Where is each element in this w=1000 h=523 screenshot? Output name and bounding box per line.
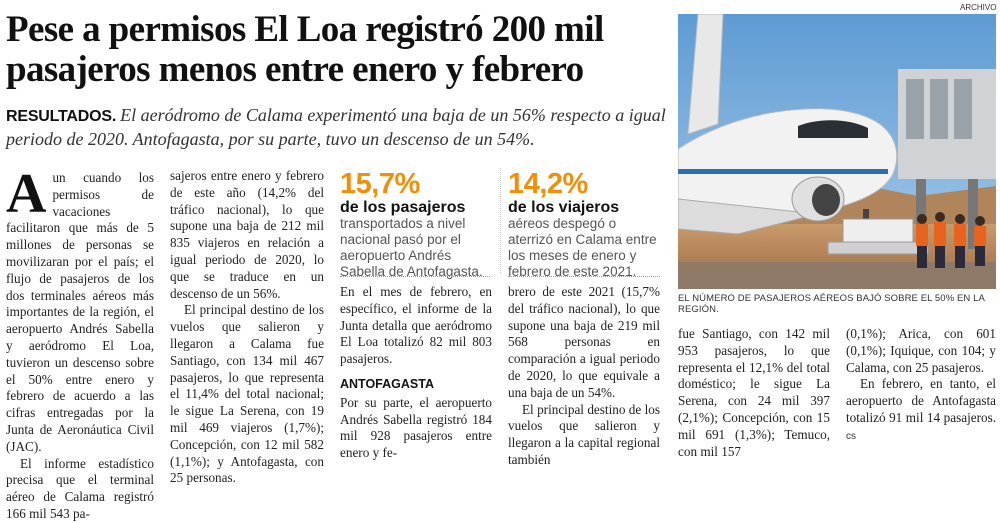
drop-cap: A — [6, 163, 47, 225]
column-3 — [340, 284, 492, 462]
col5-paragraph-1: fue Santiago, con 142 mil 953 pasajeros, lo que representa el 12,1% del total doméstico; le sigue La Serena, con 24 mil 397 (2,1%); Concepción, con 15 mil 691 (1,3%); Temuco, con mil 157 — [678, 326, 830, 459]
photo-caption: EL NÚMERO DE PASAJEROS AÉREOS BAJÓ SOBRE EL 50% EN LA REGIÓN. — [678, 293, 985, 315]
column-5 — [678, 326, 830, 460]
stat-rest: transportados a nivel nacional pasó por el aeropuerto Andrés Sabella de Antofagasta. — [340, 216, 483, 279]
stat-divider — [340, 276, 490, 277]
col6-paragraph-1: (0,1%); Arica, con 601 (0,1%); Iquique, con 104; y Calama, con 25 pasajeros. — [846, 326, 996, 375]
photo-credit: ARCHIVO — [960, 3, 997, 12]
stat-bold: de los pasajeros — [340, 199, 466, 216]
deck-kicker: RESULTADOS. — [6, 108, 117, 125]
stat-description — [340, 200, 492, 280]
column-1 — [6, 163, 154, 523]
col6-paragraph-2 — [846, 376, 996, 445]
deck-text: El aeródromo de Calama experimentó una baja de un 56% respecto a igual periodo de 2020. Antofagasta, por su parte, tuvo un descenso de un 54%. — [6, 105, 666, 149]
col2-paragraph-1: sajeros entre enero y febrero de este año (14,2% del tráfico nacional), lo que supone una baja de 212 mil 835 viajeros en relación a igual periodo de 2020, lo que se traduce en un descenso de un 56%. — [170, 168, 324, 301]
stat-box-viajeros — [508, 168, 660, 280]
col3-paragraph-1: En el mes de febrero, en específico, el informe de la Junta detalla que aeródromo El Loa totalizó 82 mil 803 pasajeros. — [340, 284, 492, 367]
column-2 — [170, 168, 324, 487]
stat-bold: de los viajeros — [508, 199, 620, 216]
col2-paragraph-2: El principal destino de los vuelos que salieron y llegaron a Calama fue Santiago, con 134 mil 467 pasajeros, lo que representa el 11,4% del total nacional; le sigue La Serena, con 19 mil 469 viajeros (1,7%); Concepción, con 12 mil 582 (1,1%); y Antofagasta, con 25 personas. — [170, 302, 324, 486]
col6-paragraph-2-text: En febrero, en tanto, el aeropuerto de Antofagasta totalizó 91 mil 14 pasajeros. — [846, 376, 996, 425]
col4-paragraph-2: El principal destino de los vuelos que salieron y llegaron a la capital regional también — [508, 401, 660, 467]
column-4 — [508, 284, 660, 469]
stat-box-pasajeros — [340, 168, 492, 280]
stat-value: 14,2% — [508, 168, 588, 200]
stat-description — [508, 200, 660, 280]
stat-divider — [508, 276, 660, 277]
airport-photo — [678, 14, 996, 289]
col4-paragraph-1: brero de este 2021 (15,7% del tráfico nacional), lo que supone una baja de 219 mil 568 personas en comparación a igual periodo de 2020, lo que equivale a una baja de un 54%. — [508, 284, 660, 400]
stat-rest: aéreos despegó o aterrizó en Calama entre los meses de enero y febrero de este 2021. — [508, 216, 657, 279]
deck — [6, 104, 666, 151]
column-6 — [846, 326, 996, 446]
col1-paragraph-1: un cuando los permisos de vacaciones facilitaron que más de 5 millones de personas se movilizaran por el país; el flujo de pasajeros de los dos terminales aéreos más importantes de la región, el aeropuerto Andrés Sabella y aeródromo El Loa, tuvieron un descenso sobre el 50% entre enero y febrero de acuerdo a las cifras entregadas por la Junta de Aeronáutica Civil (JAC). — [6, 170, 154, 454]
airplane-illustration — [678, 14, 996, 289]
col1-paragraph-2: El informe estadístico precisa que el terminal aéreo de Calama registró 166 mil 543 pa- — [6, 455, 154, 521]
section-subhead: ANTOFAGASTA — [340, 376, 434, 391]
stat-separator — [500, 168, 501, 273]
stat-value: 15,7% — [340, 168, 420, 200]
headline: Pese a permisos El Loa registró 200 mil pasajeros menos entre enero y febrero — [6, 9, 604, 90]
col3-paragraph-2: Por su parte, el aeropuerto Andrés Sabella registró 184 mil 928 pasajeros entre enero y fe- — [340, 394, 492, 461]
end-mark: cs — [846, 430, 856, 442]
